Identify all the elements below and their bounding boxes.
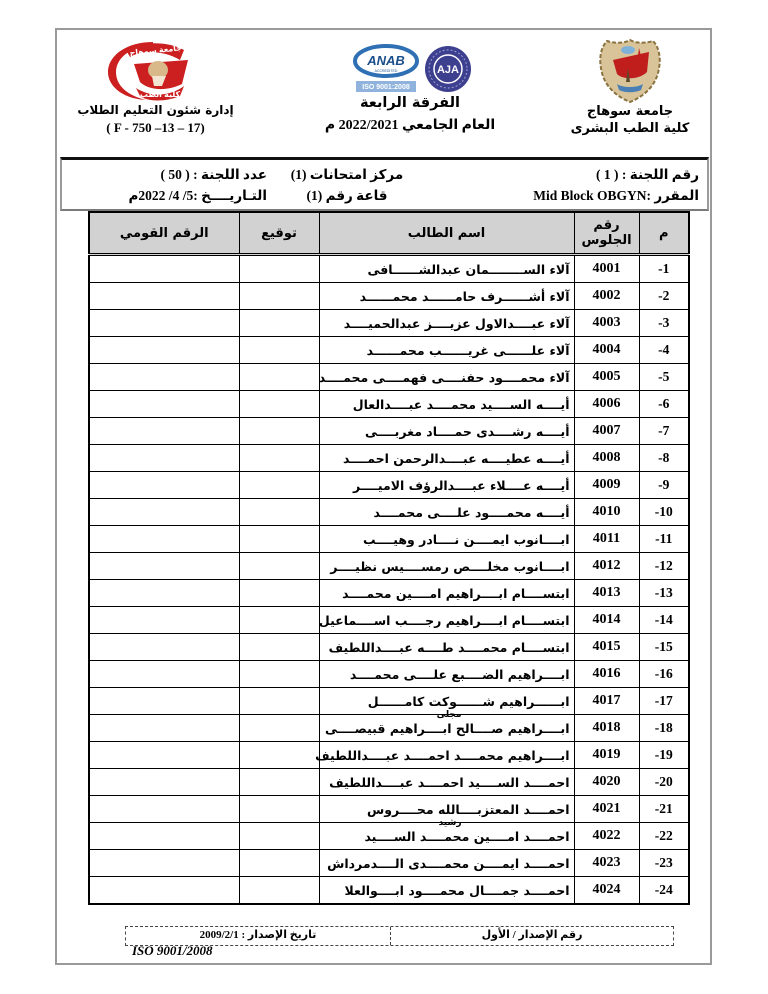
national-id-cell bbox=[89, 769, 239, 796]
table-row bbox=[89, 715, 689, 742]
signature-cell bbox=[239, 877, 319, 905]
seat-number-cell: 4003 bbox=[574, 310, 639, 337]
student-name-cell bbox=[319, 877, 574, 905]
university-shield-graphic bbox=[595, 38, 665, 104]
university-name: جامعة سوهاج bbox=[586, 104, 674, 119]
national-id-cell bbox=[89, 499, 239, 526]
serial-cell: -16 bbox=[639, 661, 689, 688]
student-name-overflow: رشيد bbox=[438, 818, 462, 828]
col-header-student-name: اسم الطالب bbox=[319, 212, 574, 255]
course-name: المقرر :Mid Block OBGYN bbox=[533, 188, 699, 203]
anab-iso-text: ISO 9001:2008 bbox=[362, 84, 410, 91]
aja-text: AJA bbox=[436, 64, 460, 76]
student-name: آلاء أشــــــرف حامــــــد محمــــــد bbox=[359, 288, 570, 304]
signature-cell bbox=[239, 850, 319, 877]
student-name: آلاء عبــــدالاول عزيــــز عبدالحميــــد bbox=[343, 315, 570, 331]
student-roster-table bbox=[88, 211, 690, 905]
serial-cell: -14 bbox=[639, 607, 689, 634]
info-right-column bbox=[409, 164, 699, 206]
seat-number-cell: 4010 bbox=[574, 499, 639, 526]
student-name-cell bbox=[319, 796, 574, 828]
seat-number-cell: 4006 bbox=[574, 391, 639, 418]
signature-cell bbox=[239, 553, 319, 580]
student-name: ابــــراهيم صــــالح ابــــراهيم قبيصــــى bbox=[325, 720, 570, 736]
student-name-cell bbox=[319, 255, 574, 283]
table-row bbox=[89, 688, 689, 715]
table-row bbox=[89, 607, 689, 634]
national-id-cell bbox=[89, 715, 239, 742]
serial-cell: -18 bbox=[639, 715, 689, 742]
exam-info-box bbox=[60, 157, 709, 211]
serial-cell: -3 bbox=[639, 310, 689, 337]
student-name-cell bbox=[319, 310, 574, 337]
student-name: آلاء علــــــى غريــــــب محمــــــد bbox=[366, 342, 570, 358]
student-name-cell bbox=[319, 526, 574, 553]
national-id-cell bbox=[89, 688, 239, 715]
national-id-cell bbox=[89, 850, 239, 877]
serial-cell: -10 bbox=[639, 499, 689, 526]
table-row bbox=[89, 445, 689, 472]
student-name-cell bbox=[319, 391, 574, 418]
table-row bbox=[89, 337, 689, 364]
student-name: احمــــد المعتزبــــالله محــــروس bbox=[367, 801, 570, 817]
student-name: ابــــراهيم محمــــد احمــــد عبــــداللطيف bbox=[315, 747, 570, 763]
national-id-cell bbox=[89, 634, 239, 661]
committee-count: عدد اللجنة : ( 50 ) bbox=[160, 167, 267, 182]
iso-certification-label: ISO 9001/2008 bbox=[132, 943, 213, 958]
student-name: ابتســــام محمــــد طــــه عبــــداللطيف bbox=[328, 639, 570, 655]
signature-cell bbox=[239, 607, 319, 634]
seat-number-cell: 4001 bbox=[574, 255, 639, 283]
national-id-cell bbox=[89, 255, 239, 283]
table-row bbox=[89, 796, 689, 823]
student-name: آلاء الســــــــمان عبدالشــــــافى bbox=[367, 261, 570, 277]
student-name-cell bbox=[319, 661, 574, 688]
exam-center: مركز امتحانات (1) bbox=[290, 167, 404, 182]
table-row bbox=[89, 877, 689, 905]
seat-number-cell: 4008 bbox=[574, 445, 639, 472]
student-name-cell bbox=[319, 418, 574, 445]
shield-top-orb bbox=[621, 46, 635, 54]
serial-cell: -12 bbox=[639, 553, 689, 580]
serial-cell: -20 bbox=[639, 769, 689, 796]
national-id-cell bbox=[89, 472, 239, 499]
national-id-cell bbox=[89, 310, 239, 337]
anab-accredited-text: ACCREDITED bbox=[374, 69, 398, 73]
seat-number-cell: 4019 bbox=[574, 742, 639, 769]
student-name: أيــــه عطيــــه عبــــدالرحمن احمــــد bbox=[342, 450, 570, 466]
serial-cell: -19 bbox=[639, 742, 689, 769]
table-row bbox=[89, 310, 689, 337]
student-name-cell bbox=[319, 769, 574, 796]
committee-number: رقم اللجنة : ( 1 ) bbox=[596, 167, 699, 182]
serial-cell: -1 bbox=[639, 255, 689, 283]
student-name-cell bbox=[319, 607, 574, 634]
national-id-cell bbox=[89, 796, 239, 823]
seat-number-cell: 4018 bbox=[574, 715, 639, 742]
student-name-cell bbox=[319, 580, 574, 607]
student-affairs-dept-label: إدارة شئون التعليم الطلاب bbox=[77, 103, 234, 117]
academic-year-title: العام الجامعي 2022/2021 م bbox=[324, 118, 496, 133]
university-emblem bbox=[595, 38, 665, 108]
student-name: احمــــد ايمــــن محمــــدى الــــدمرداش bbox=[327, 855, 570, 871]
serial-cell: -11 bbox=[639, 526, 689, 553]
serial-cell: -15 bbox=[639, 634, 689, 661]
seat-number-cell: 4002 bbox=[574, 283, 639, 310]
seat-number-cell: 4011 bbox=[574, 526, 639, 553]
signature-cell bbox=[239, 364, 319, 391]
student-name: أيــــه رشــــدى حمــــاد مغربــــى bbox=[364, 423, 570, 439]
info-center-column bbox=[272, 164, 422, 206]
serial-cell: -7 bbox=[639, 418, 689, 445]
table-row bbox=[89, 472, 689, 499]
national-id-cell bbox=[89, 742, 239, 769]
national-id-cell bbox=[89, 877, 239, 905]
serial-cell: -4 bbox=[639, 337, 689, 364]
student-name: ابــــانوب مخلــــص رمســــيس نظيــــر bbox=[330, 558, 570, 574]
seat-number-cell: 4013 bbox=[574, 580, 639, 607]
student-name: ابــــــراهيم شــــــوكت كامــــــل bbox=[367, 693, 570, 709]
national-id-cell bbox=[89, 283, 239, 310]
student-name-cell bbox=[319, 688, 574, 720]
university-name-block bbox=[555, 104, 705, 137]
grade-title: الفرقة الرابعة bbox=[359, 95, 461, 111]
signature-cell bbox=[239, 688, 319, 715]
seat-number-cell: 4022 bbox=[574, 823, 639, 850]
signature-cell bbox=[239, 418, 319, 445]
serial-cell: -9 bbox=[639, 472, 689, 499]
signature-cell bbox=[239, 391, 319, 418]
signature-cell bbox=[239, 526, 319, 553]
student-name-cell bbox=[319, 472, 574, 499]
seat-number-cell: 4014 bbox=[574, 607, 639, 634]
crescent-logo-graphic bbox=[96, 40, 206, 102]
national-id-cell bbox=[89, 445, 239, 472]
signature-cell bbox=[239, 742, 319, 769]
anab-text: ANAB bbox=[367, 53, 405, 68]
table-row bbox=[89, 499, 689, 526]
student-name: احمــــد امــــين محمــــد الســــيد bbox=[364, 828, 570, 844]
signature-cell bbox=[239, 445, 319, 472]
serial-cell: -2 bbox=[639, 283, 689, 310]
table-row bbox=[89, 364, 689, 391]
table-row bbox=[89, 418, 689, 445]
serial-cell: -22 bbox=[639, 823, 689, 850]
form-code: ( F - 750 –13 – 17) bbox=[106, 120, 205, 135]
signature-cell bbox=[239, 255, 319, 283]
student-name-cell bbox=[319, 634, 574, 661]
national-id-cell bbox=[89, 391, 239, 418]
signature-cell bbox=[239, 283, 319, 310]
serial-cell: -8 bbox=[639, 445, 689, 472]
seat-number-cell: 4021 bbox=[574, 796, 639, 823]
signature-cell bbox=[239, 823, 319, 850]
seat-number-cell: 4005 bbox=[574, 364, 639, 391]
student-name: احمــــد جمــــال محمــــود ابــــوالعلا bbox=[344, 882, 570, 898]
seat-number-cell: 4024 bbox=[574, 877, 639, 905]
table-row bbox=[89, 526, 689, 553]
student-name-cell bbox=[319, 823, 574, 850]
table-row bbox=[89, 769, 689, 796]
signature-cell bbox=[239, 499, 319, 526]
serial-cell: -23 bbox=[639, 850, 689, 877]
serial-cell: -21 bbox=[639, 796, 689, 823]
student-name-cell bbox=[319, 283, 574, 310]
national-id-cell bbox=[89, 364, 239, 391]
student-name: ابــــانوب ايمــــن نــــادر وهيــــب bbox=[362, 531, 570, 547]
table-row bbox=[89, 553, 689, 580]
seat-number-cell: 4012 bbox=[574, 553, 639, 580]
student-name-cell bbox=[315, 742, 574, 769]
student-name-overflow: مجلى bbox=[436, 710, 462, 720]
national-id-cell bbox=[89, 418, 239, 445]
student-name-cell bbox=[319, 364, 574, 391]
table-row bbox=[89, 255, 689, 283]
table-row bbox=[89, 742, 689, 769]
signature-cell bbox=[239, 337, 319, 364]
signature-cell bbox=[239, 472, 319, 499]
seat-number-cell: 4004 bbox=[574, 337, 639, 364]
col-header-seat-number: رقم الجلوس bbox=[574, 212, 639, 255]
table-row bbox=[89, 823, 689, 850]
serial-cell: -24 bbox=[639, 877, 689, 905]
student-name-cell bbox=[319, 715, 574, 742]
serial-cell: -13 bbox=[639, 580, 689, 607]
signature-cell bbox=[239, 634, 319, 661]
faculty-crescent-logo bbox=[96, 40, 206, 106]
student-name: أيــــه محمــــود علــــى محمــــد bbox=[373, 504, 570, 520]
student-name: ابتســــام ابــــراهيم رجــــب اســــماعيل bbox=[318, 612, 570, 628]
student-name: أيــــه عــــلاء عبــــدالرؤف الاميــــر bbox=[352, 477, 570, 493]
serial-cell: -17 bbox=[639, 688, 689, 715]
student-name-cell bbox=[319, 337, 574, 364]
national-id-cell bbox=[89, 607, 239, 634]
table-header-row bbox=[89, 212, 689, 255]
crescent-top-text: جامعة سوهاج bbox=[129, 43, 183, 58]
student-name-cell bbox=[319, 553, 574, 580]
national-id-cell bbox=[89, 526, 239, 553]
student-name: أيــــه الســــيد محمــــد عبــــدالعال bbox=[352, 396, 570, 412]
signature-cell bbox=[239, 715, 319, 742]
issue-date: تاريخ الإصدار : 2009/2/1 bbox=[199, 929, 317, 941]
aja-accreditation-logo bbox=[424, 45, 472, 93]
faculty-name: كلية الطب البشرى bbox=[570, 120, 690, 136]
national-id-cell bbox=[89, 553, 239, 580]
serial-cell: -6 bbox=[639, 391, 689, 418]
national-id-cell bbox=[89, 661, 239, 688]
seat-number-cell: 4015 bbox=[574, 634, 639, 661]
student-table-body bbox=[89, 255, 689, 905]
national-id-cell bbox=[89, 580, 239, 607]
table-row bbox=[89, 391, 689, 418]
table-row bbox=[89, 283, 689, 310]
col-header-national-id: الرقم القومي bbox=[89, 212, 239, 255]
student-name: ابتســــام ابــــراهيم امــــين محمــــد bbox=[342, 585, 570, 601]
student-name-cell bbox=[319, 850, 574, 877]
student-name: ابــــراهيم الضــــبع علــــى محمــــد bbox=[349, 666, 570, 682]
signature-cell bbox=[239, 661, 319, 688]
table-row bbox=[89, 661, 689, 688]
seat-number-cell: 4009 bbox=[574, 472, 639, 499]
col-header-serial: م bbox=[639, 212, 689, 255]
seat-number-cell: 4023 bbox=[574, 850, 639, 877]
table-row bbox=[89, 634, 689, 661]
exam-date: التـاريــــخ :5/ 4/ 2022م bbox=[128, 188, 267, 203]
student-name-cell bbox=[319, 445, 574, 472]
signature-cell bbox=[239, 769, 319, 796]
hall-number: قاعة رقم (1) bbox=[306, 188, 388, 203]
seat-number-cell: 4007 bbox=[574, 418, 639, 445]
signature-cell bbox=[239, 796, 319, 823]
seat-number-cell: 4017 bbox=[574, 688, 639, 715]
student-name-cell bbox=[319, 499, 574, 526]
student-name: آلاء محمــــود حفنــــى فهمــــى محمــــد bbox=[318, 369, 570, 385]
table-row bbox=[89, 850, 689, 877]
col-header-signature: توقيع bbox=[239, 212, 319, 255]
issue-number: رقم الإصدار / الأول bbox=[390, 927, 673, 945]
national-id-cell bbox=[89, 823, 239, 850]
anab-accreditation-logo bbox=[353, 45, 419, 97]
signature-cell bbox=[239, 580, 319, 607]
seat-number-cell: 4020 bbox=[574, 769, 639, 796]
crescent-bottom-text: كلية الطب bbox=[139, 90, 181, 99]
info-left-column bbox=[67, 164, 267, 206]
signature-cell bbox=[239, 310, 319, 337]
table-row bbox=[89, 580, 689, 607]
serial-cell: -5 bbox=[639, 364, 689, 391]
national-id-cell bbox=[89, 337, 239, 364]
seat-number-cell: 4016 bbox=[574, 661, 639, 688]
student-name: احمــــد الســــيد احمــــد عبــــداللطيف bbox=[329, 774, 570, 790]
